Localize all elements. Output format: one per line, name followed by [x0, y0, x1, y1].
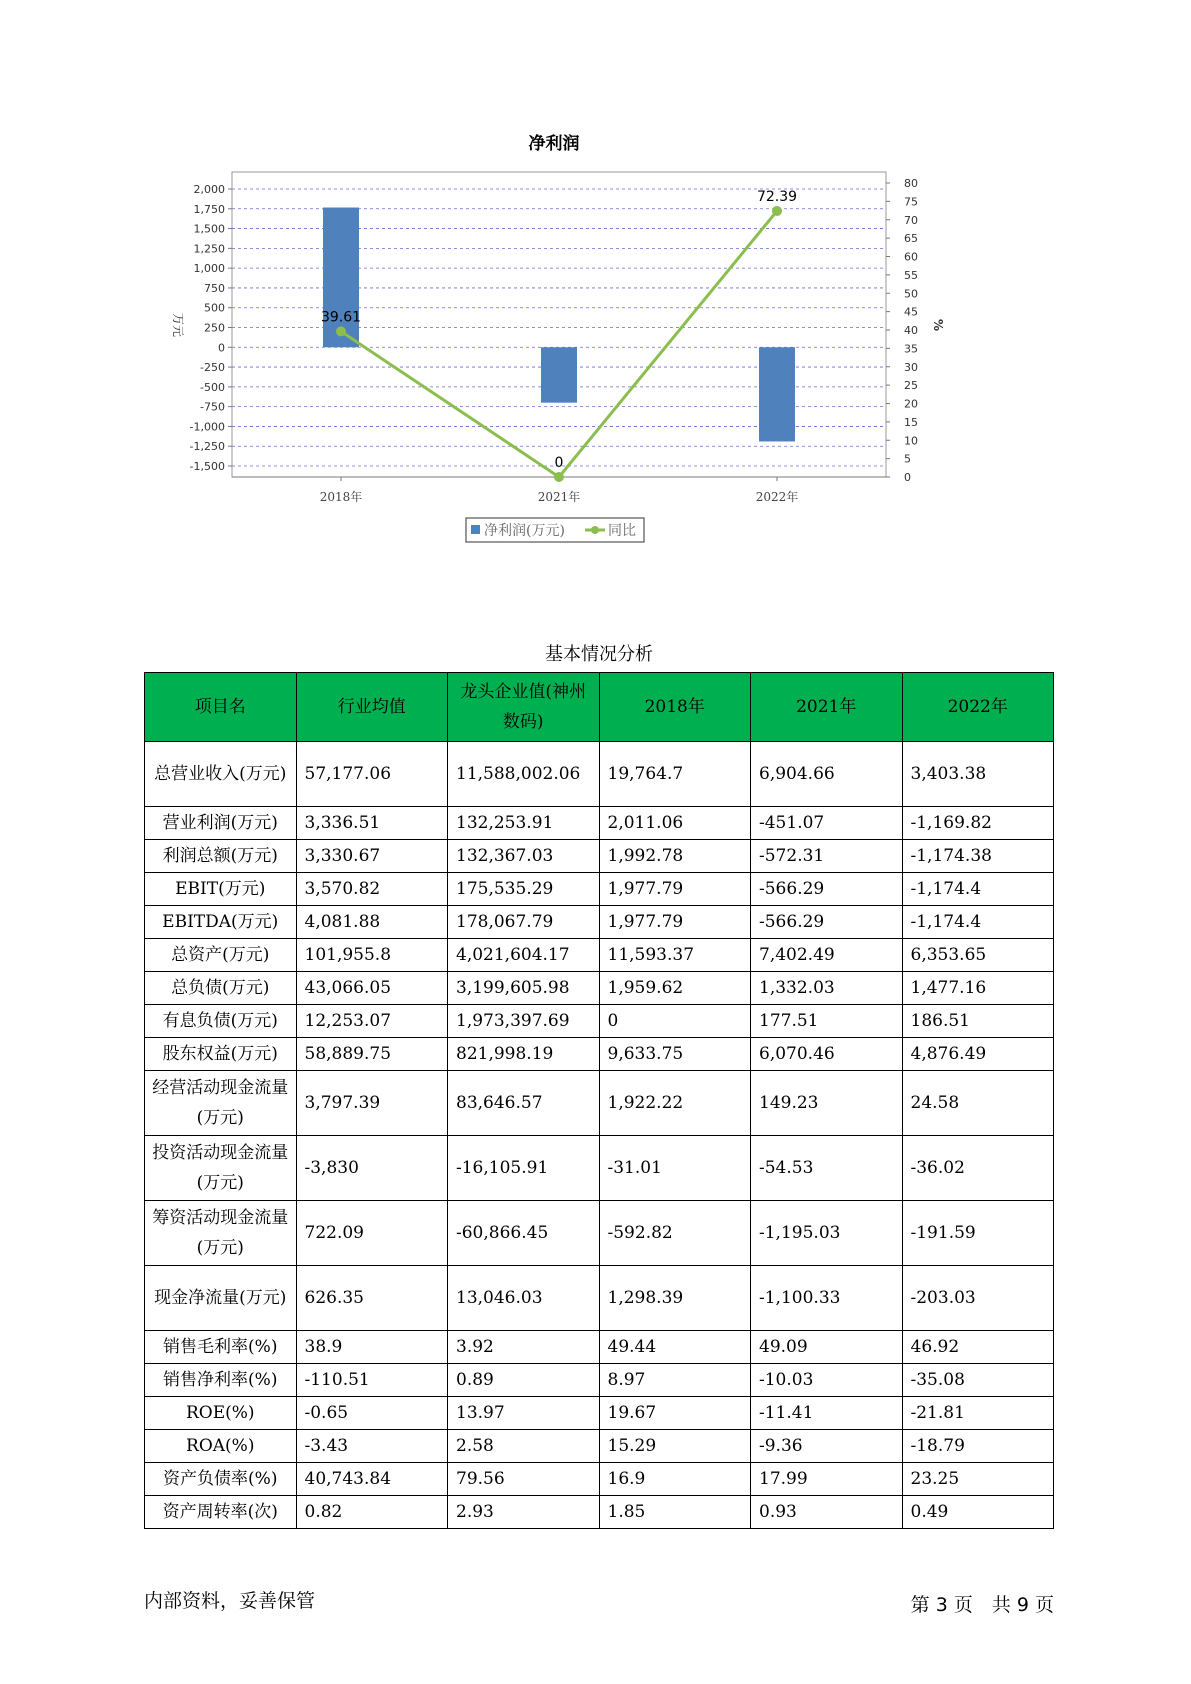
yoy-data-label: 72.39: [756, 188, 798, 205]
table-cell: -18.79: [902, 1430, 1054, 1463]
table-row: [145, 807, 1054, 840]
table-cell: 1,977.79: [599, 873, 751, 906]
table-cell: 6,904.66: [751, 742, 903, 807]
yoy-data-label: 0: [554, 455, 564, 471]
left-tick-label: -250: [200, 361, 225, 375]
row-label: 资产周转率(次): [145, 1496, 297, 1529]
table-cell: 23.25: [902, 1463, 1054, 1496]
row-label: 总资产(万元): [145, 939, 297, 972]
row-label: EBITDA(万元): [145, 906, 297, 939]
net-profit-chart: [150, 120, 1050, 600]
legend-bar-swatch: [471, 525, 480, 534]
table-row: [145, 1430, 1054, 1463]
legend-line-label: 同比: [608, 523, 636, 539]
right-tick-label: 65: [904, 232, 918, 246]
left-tick-label: -750: [200, 400, 225, 414]
table-cell: 626.35: [296, 1266, 448, 1331]
table-row: [145, 1136, 1054, 1201]
table-cell: 2.93: [448, 1496, 600, 1529]
table-cell: -16,105.91: [448, 1136, 600, 1201]
table-row: [145, 873, 1054, 906]
table-cell: 58,889.75: [296, 1038, 448, 1071]
table-cell: 2,011.06: [599, 807, 751, 840]
table-cell: -54.53: [751, 1136, 903, 1201]
x-tick-label: 2018年: [319, 490, 363, 504]
yoy-data-label: 39.61: [320, 309, 362, 326]
footer-page-number: 第 3 页 共 9 页: [910, 1594, 1054, 1616]
left-tick-label: 1,250: [193, 242, 225, 256]
table-cell: 4,876.49: [902, 1038, 1054, 1071]
right-tick-label: 10: [904, 434, 918, 448]
yoy-point: [772, 206, 782, 216]
table-header-row: [145, 673, 1054, 742]
table-cell: 19.67: [599, 1397, 751, 1430]
table-row: [145, 840, 1054, 873]
header-leader-value: 龙头企业值(神州数码): [448, 673, 600, 742]
right-tick-label: 0: [904, 471, 911, 484]
table-cell: -1,174.4: [902, 873, 1054, 906]
table-row: [145, 1496, 1054, 1529]
table-row: [145, 742, 1054, 807]
right-tick-label: 60: [904, 250, 918, 264]
right-tick-label: 40: [904, 324, 918, 337]
table-cell: 1,959.62: [599, 972, 751, 1005]
table-cell: 57,177.06: [296, 742, 448, 807]
table-row: [145, 1201, 1054, 1266]
row-label: 有息负债(万元): [145, 1005, 297, 1038]
table-cell: 1,477.16: [902, 972, 1054, 1005]
table-row: [145, 1266, 1054, 1331]
bar-net-profit: [541, 347, 577, 402]
right-tick-label: 50: [904, 287, 918, 301]
table-caption: 基本情况分析: [545, 644, 653, 665]
table-cell: 0.82: [296, 1496, 448, 1529]
right-tick-label: 25: [904, 379, 918, 393]
right-tick-label: 35: [904, 342, 918, 356]
table-cell: 3,797.39: [296, 1071, 448, 1136]
table-cell: -21.81: [902, 1397, 1054, 1430]
table-cell: -1,174.38: [902, 840, 1054, 873]
right-tick-label: 30: [904, 360, 918, 374]
row-label: ROE(%): [145, 1397, 297, 1430]
table-row: [145, 1071, 1054, 1136]
table-cell: 8.97: [599, 1364, 751, 1397]
table-cell: 83,646.57: [448, 1071, 600, 1136]
left-tick-label: 500: [204, 301, 225, 315]
header-2021: 2021年: [751, 673, 903, 742]
left-tick-label: -1,000: [189, 420, 225, 434]
right-tick-label: 15: [904, 415, 918, 429]
table-cell: -10.03: [751, 1364, 903, 1397]
table-cell: 3.92: [448, 1331, 600, 1364]
left-tick-label: -1,250: [189, 440, 225, 454]
table-cell: 13,046.03: [448, 1266, 600, 1331]
table-cell: 177.51: [751, 1005, 903, 1038]
table-cell: -451.07: [751, 807, 903, 840]
table-cell: -36.02: [902, 1136, 1054, 1201]
left-tick-label: 2,000: [193, 183, 225, 196]
row-label: 现金净流量(万元): [145, 1266, 297, 1331]
table-cell: -572.31: [751, 840, 903, 873]
table-cell: 6,070.46: [751, 1038, 903, 1071]
table-cell: -110.51: [296, 1364, 448, 1397]
table-cell: -0.65: [296, 1397, 448, 1430]
chart-canvas: [150, 120, 1050, 600]
left-tick-label: -1,500: [189, 460, 225, 473]
left-tick-label: 750: [204, 281, 225, 295]
table-cell: -31.01: [599, 1136, 751, 1201]
table-cell: 0.49: [902, 1496, 1054, 1529]
table-cell: 1,973,397.69: [448, 1005, 600, 1038]
header-industry-avg: 行业均值: [296, 673, 448, 742]
header-2022: 2022年: [902, 673, 1054, 742]
table-cell: -1,174.4: [902, 906, 1054, 939]
table-cell: 2.58: [448, 1430, 600, 1463]
table-cell: -566.29: [751, 873, 903, 906]
table-cell: -11.41: [751, 1397, 903, 1430]
legend-line-marker: [591, 526, 599, 534]
row-label: 筹资活动现金流量(万元): [145, 1201, 297, 1266]
table-cell: 4,081.88: [296, 906, 448, 939]
table-cell: 6,353.65: [902, 939, 1054, 972]
left-tick-label: 1,000: [193, 262, 225, 276]
table-cell: 49.44: [599, 1331, 751, 1364]
table-cell: 46.92: [902, 1331, 1054, 1364]
table-cell: -1,100.33: [751, 1266, 903, 1331]
table-cell: -1,169.82: [902, 807, 1054, 840]
table-cell: 1,298.39: [599, 1266, 751, 1331]
table-cell: 79.56: [448, 1463, 600, 1496]
table-row: [145, 1038, 1054, 1071]
row-label: 销售净利率(%): [145, 1364, 297, 1397]
table-cell: -9.36: [751, 1430, 903, 1463]
table-cell: -3,830: [296, 1136, 448, 1201]
table-cell: 3,330.67: [296, 840, 448, 873]
table-cell: 101,955.8: [296, 939, 448, 972]
table-cell: 9,633.75: [599, 1038, 751, 1071]
table-cell: -1,195.03: [751, 1201, 903, 1266]
table-cell: 722.09: [296, 1201, 448, 1266]
row-label: 资产负债率(%): [145, 1463, 297, 1496]
table-cell: 19,764.7: [599, 742, 751, 807]
table-cell: 1,922.22: [599, 1071, 751, 1136]
table-cell: 24.58: [902, 1071, 1054, 1136]
table-row: [145, 1364, 1054, 1397]
row-label: ROA(%): [145, 1430, 297, 1463]
right-tick-label: 5: [904, 452, 911, 466]
left-tick-label: 0: [218, 341, 225, 355]
table-cell: 11,588,002.06: [448, 742, 600, 807]
header-item-name: 项目名: [145, 673, 297, 742]
bar-net-profit: [320, 208, 362, 348]
table-row: [145, 906, 1054, 939]
table-cell: 4,021,604.17: [448, 939, 600, 972]
table-cell: 175,535.29: [448, 873, 600, 906]
table-cell: 11,593.37: [599, 939, 751, 972]
right-tick-label: 20: [904, 397, 918, 411]
basic-analysis-table: [144, 672, 1054, 1529]
chart-title: 净利润: [528, 134, 580, 154]
table-cell: 16.9: [599, 1463, 751, 1496]
table-cell: 40,743.84: [296, 1463, 448, 1496]
table-row: [145, 1331, 1054, 1364]
table-cell: 43,066.05: [296, 972, 448, 1005]
table-cell: 178,067.79: [448, 906, 600, 939]
right-tick-label: 80: [904, 177, 918, 190]
left-tick-label: 250: [204, 321, 225, 335]
x-tick-label: 2021年: [537, 490, 581, 504]
row-label: 营业利润(万元): [145, 807, 297, 840]
legend-bar-label: 净利润(万元): [484, 523, 565, 539]
table-cell: 49.09: [751, 1331, 903, 1364]
row-label: 总负债(万元): [145, 972, 297, 1005]
right-axis-title: %: [931, 318, 945, 332]
table-cell: -592.82: [599, 1201, 751, 1266]
x-tick-label: 2022年: [755, 490, 799, 504]
table-cell: 149.23: [751, 1071, 903, 1136]
left-axis-title: 万元: [171, 312, 185, 338]
table-cell: 1,992.78: [599, 840, 751, 873]
table-cell: -203.03: [902, 1266, 1054, 1331]
table-row: [145, 972, 1054, 1005]
right-tick-label: 75: [904, 195, 918, 209]
row-label: 利润总额(万元): [145, 840, 297, 873]
table-cell: 1,977.79: [599, 906, 751, 939]
table-row: [145, 1463, 1054, 1496]
table-cell: 1.85: [599, 1496, 751, 1529]
row-label: 投资活动现金流量(万元): [145, 1136, 297, 1201]
right-tick-label: 55: [904, 268, 918, 282]
bar-net-profit: [759, 347, 795, 441]
table-cell: 0: [599, 1005, 751, 1038]
table-cell: -191.59: [902, 1201, 1054, 1266]
table-cell: 3,199,605.98: [448, 972, 600, 1005]
table-cell: 0.89: [448, 1364, 600, 1397]
left-tick-label: -500: [200, 380, 225, 394]
row-label: 总营业收入(万元): [145, 742, 297, 807]
row-label: 销售毛利率(%): [145, 1331, 297, 1364]
yoy-point: [336, 326, 346, 336]
row-label: 经营活动现金流量(万元): [145, 1071, 297, 1136]
table-cell: 17.99: [751, 1463, 903, 1496]
table-cell: 3,403.38: [902, 742, 1054, 807]
table-row: [145, 1005, 1054, 1038]
table-cell: -3.43: [296, 1430, 448, 1463]
table-cell: 12,253.07: [296, 1005, 448, 1038]
left-tick-label: 1,500: [193, 222, 225, 236]
table-cell: 0.93: [751, 1496, 903, 1529]
table-row: [145, 1397, 1054, 1430]
left-tick-label: 1,750: [193, 202, 225, 216]
table-cell: 3,336.51: [296, 807, 448, 840]
row-label: EBIT(万元): [145, 873, 297, 906]
table-cell: 1,332.03: [751, 972, 903, 1005]
table-cell: 3,570.82: [296, 873, 448, 906]
right-tick-label: 45: [904, 305, 918, 319]
table-row: [145, 939, 1054, 972]
header-2018: 2018年: [599, 673, 751, 742]
table-cell: 132,253.91: [448, 807, 600, 840]
table-cell: 13.97: [448, 1397, 600, 1430]
table-cell: 15.29: [599, 1430, 751, 1463]
right-tick-label: 70: [904, 213, 918, 227]
table-cell: 38.9: [296, 1331, 448, 1364]
table-cell: -60,866.45: [448, 1201, 600, 1266]
table-cell: 7,402.49: [751, 939, 903, 972]
row-label: 股东权益(万元): [145, 1038, 297, 1071]
table-cell: 821,998.19: [448, 1038, 600, 1071]
table-cell: 186.51: [902, 1005, 1054, 1038]
yoy-point: [554, 472, 564, 482]
table-cell: -35.08: [902, 1364, 1054, 1397]
footer-confidential-note: 内部资料，妥善保管: [144, 1590, 316, 1612]
table-cell: -566.29: [751, 906, 903, 939]
table-cell: 132,367.03: [448, 840, 600, 873]
